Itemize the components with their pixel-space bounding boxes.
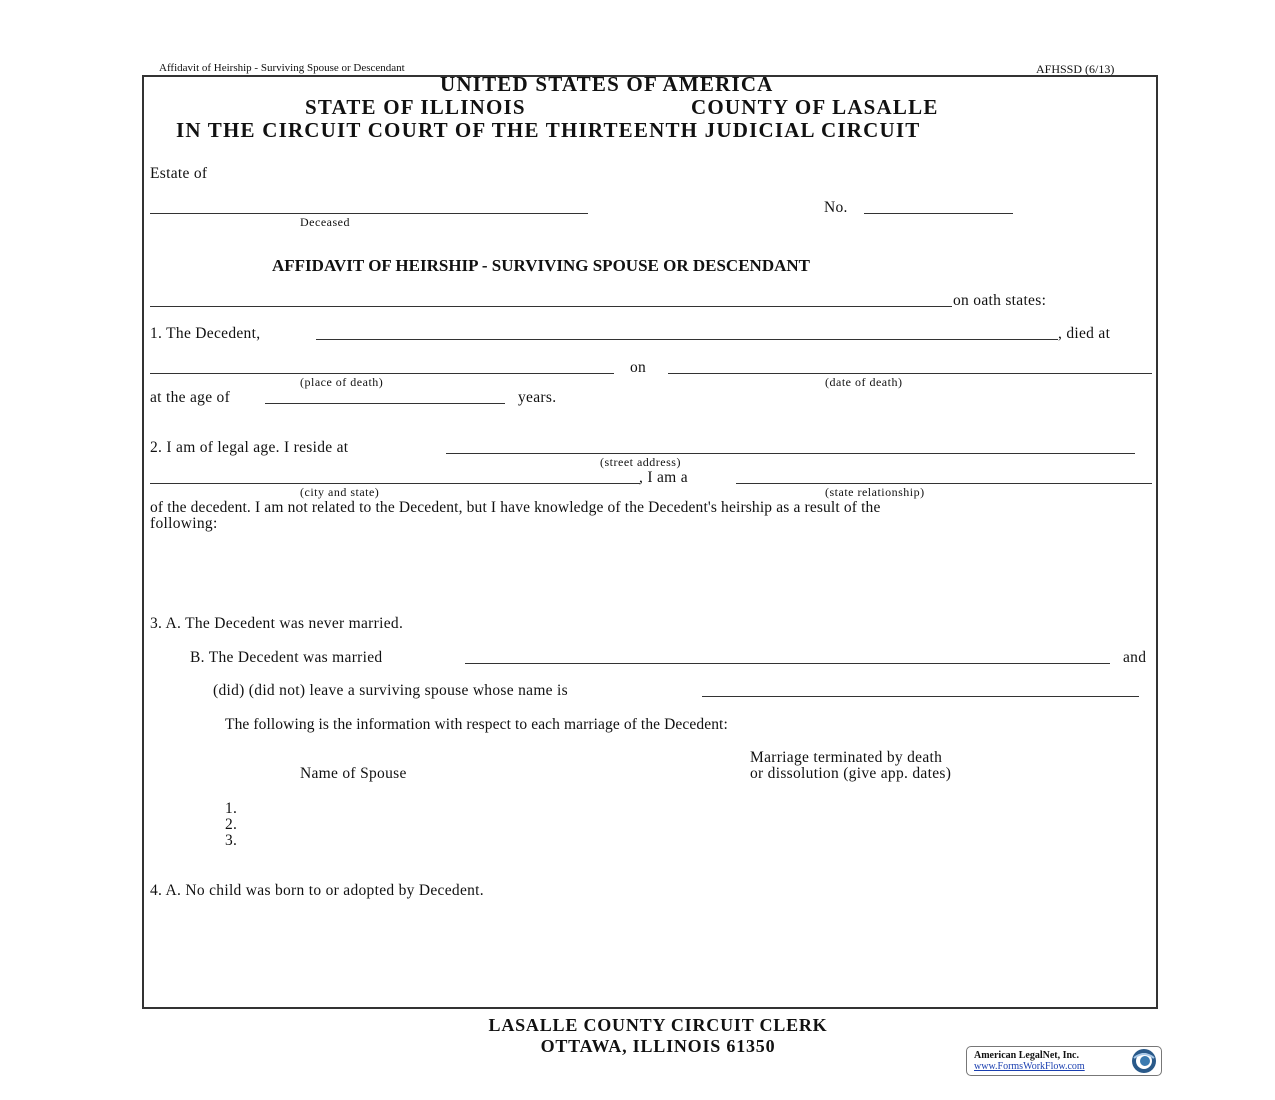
col-marriage-terminated-2: or dissolution (give app. dates) xyxy=(750,765,952,782)
col-marriage-terminated-1: Marriage terminated by death xyxy=(750,749,943,766)
on-text: on xyxy=(630,359,647,376)
deceased-label: Deceased xyxy=(300,215,350,229)
logo-company-name: American LegalNet, Inc. xyxy=(974,1050,1079,1061)
marriage-row-3: 3. xyxy=(225,832,238,849)
court-circuit: IN THE CIRCUIT COURT OF THE THIRTEENTH JUDICIAL CIRCUIT xyxy=(176,118,921,142)
section3-b-prefix: B. The Decedent was married xyxy=(190,649,383,666)
col-name-of-spouse: Name of Spouse xyxy=(300,765,407,782)
globe-swirl-icon xyxy=(1131,1048,1157,1074)
court-state: STATE OF ILLINOIS xyxy=(305,95,526,119)
case-no-label: No. xyxy=(824,199,848,216)
section2-text-line2: following: xyxy=(150,515,218,532)
marriage-info-intro: The following is the information with respect to each marriage of the Decedent: xyxy=(225,716,728,733)
court-county: COUNTY OF LASALLE xyxy=(691,95,939,119)
affiant-name-field[interactable] xyxy=(150,306,952,307)
age-field[interactable] xyxy=(265,403,505,404)
relationship-label: (state relationship) xyxy=(825,485,925,499)
surviving-spouse-name-field[interactable] xyxy=(702,696,1139,697)
section1-prefix: 1. The Decedent, xyxy=(150,325,261,342)
on-oath-text: on oath states: xyxy=(953,292,1047,309)
age-suffix: years. xyxy=(518,389,557,406)
form-code: AFHSSD (6/13) xyxy=(1036,62,1115,76)
relationship-field[interactable] xyxy=(736,483,1152,484)
city-state-label: (city and state) xyxy=(300,485,380,499)
date-of-death-label: (date of death) xyxy=(825,375,903,389)
place-of-death-field[interactable] xyxy=(150,373,614,374)
surviving-spouse-prefix: (did) (did not) leave a surviving spouse whose name is xyxy=(213,682,568,699)
marriage-row-1: 1. xyxy=(225,800,238,817)
section4-a: 4. A. No child was born to or adopted by Decedent. xyxy=(150,882,484,899)
died-at-text: , died at xyxy=(1058,325,1111,342)
footer-clerk: LASALLE COUNTY CIRCUIT CLERK xyxy=(488,1015,828,1035)
logo-url-link[interactable]: www.FormsWorkFlow.com xyxy=(974,1061,1085,1072)
form-title-header: Affidavit of Heirship - Surviving Spouse or Descendant xyxy=(159,62,405,74)
form-border xyxy=(142,75,1158,1009)
american-legalnet-logo[interactable] xyxy=(966,1046,1162,1076)
section2-text-line1: of the decedent. I am not related to the Decedent, but I have knowledge of the Decedent's heirship as a result of the xyxy=(150,499,881,516)
decedent-full-name-field[interactable] xyxy=(316,339,1058,340)
street-address-label: (street address) xyxy=(600,455,681,469)
section3-a: 3. A. The Decedent was never married. xyxy=(150,615,404,632)
age-prefix: at the age of xyxy=(150,389,231,406)
case-number-field[interactable] xyxy=(864,213,1013,214)
estate-of-label: Estate of xyxy=(150,165,208,182)
document-heading: AFFIDAVIT OF HEIRSHIP - SURVIVING SPOUSE OR DESCENDANT xyxy=(272,256,810,275)
city-state-field[interactable] xyxy=(150,483,640,484)
date-of-death-field[interactable] xyxy=(668,373,1152,374)
section2-prefix: 2. I am of legal age. I reside at xyxy=(150,439,349,456)
decedent-name-field[interactable] xyxy=(150,213,588,214)
section3-b-and: and xyxy=(1123,649,1147,666)
footer-address: OTTAWA, ILLINOIS 61350 xyxy=(540,1036,776,1056)
marriage-details-field[interactable] xyxy=(465,663,1110,664)
street-address-field[interactable] xyxy=(446,453,1135,454)
place-of-death-label: (place of death) xyxy=(300,375,384,389)
i-am-a-text: , I am a xyxy=(639,469,688,486)
court-country: UNITED STATES OF AMERICA xyxy=(440,72,774,96)
marriage-row-2: 2. xyxy=(225,816,238,833)
